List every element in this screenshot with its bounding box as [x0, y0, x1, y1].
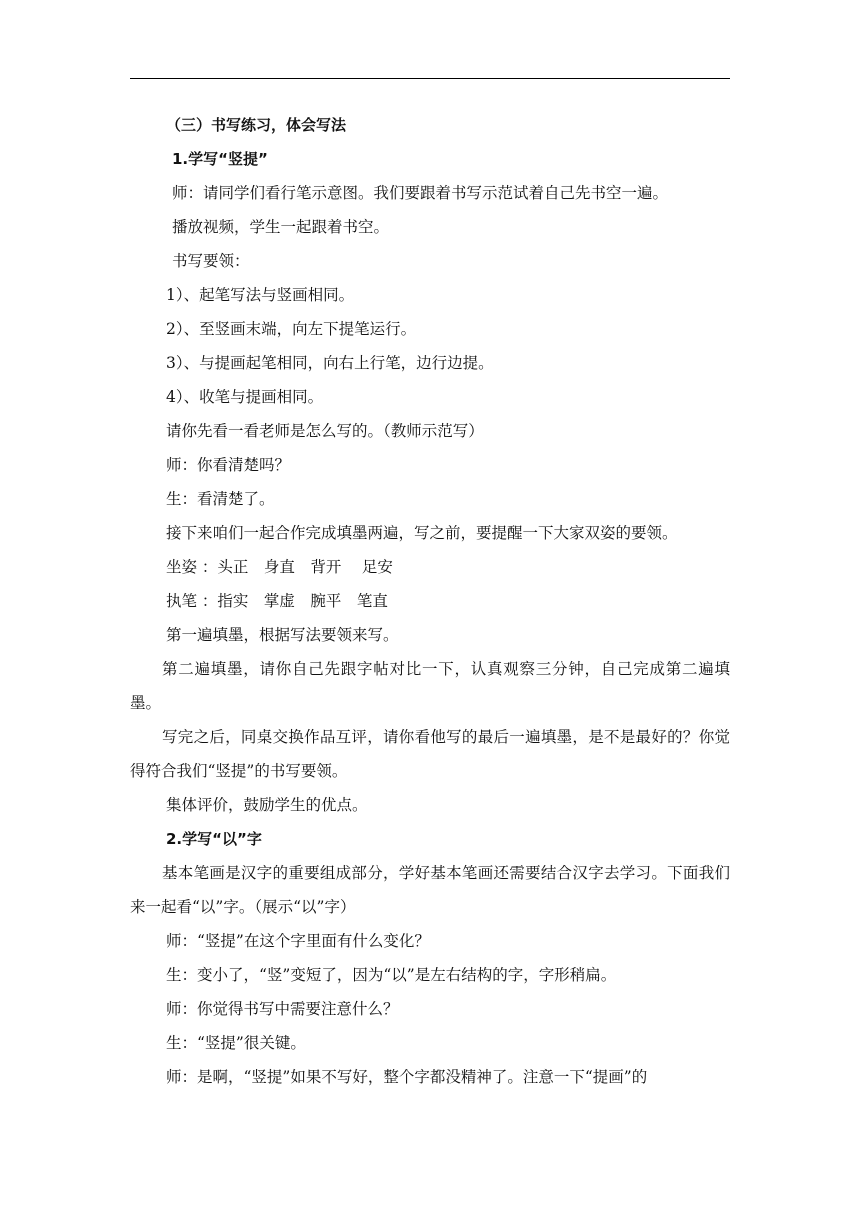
paragraph: 师：是啊，“竖提”如果不写好，整个字都没精神了。注意一下“提画”的 — [166, 1068, 648, 1086]
list-item: 3）、与提画起笔相同，向右上行笔，边行边提。 — [166, 354, 494, 372]
list-item: 2）、至竖画末端，向左下提笔运行。 — [166, 320, 417, 338]
subheading-2: 2.学写“以”字 — [166, 830, 262, 848]
subheading-1: 1.学写“竖提” — [172, 150, 268, 168]
paragraph: 第二遍填墨，请你自己先跟字帖对比一下，认真观察三分钟，自己完成第二遍填墨。 — [130, 660, 730, 712]
paragraph: 生：看清楚了。 — [166, 490, 275, 508]
paragraph: 生：变小了，“竖”变短了，因为“以”是左右结构的字，字形稍扁。 — [166, 966, 617, 984]
list-item: 1）、起笔写法与竖画相同。 — [166, 286, 355, 304]
paragraph: 书写要领： — [172, 252, 250, 270]
paragraph: 写完之后，同桌交换作品互评，请你看他写的最后一遍填墨，是不是最好的？你觉得符合我们“竖提”的书写要领。 — [130, 728, 730, 780]
paragraph: 师：你看清楚吗？ — [166, 456, 291, 474]
paragraph: 执笔 ：指实 掌虚 腕平 笔直 — [166, 592, 388, 610]
paragraph: 请你先看一看老师是怎么写的。（教师示范写） — [166, 422, 484, 440]
document-body — [130, 108, 730, 1094]
paragraph: 基本笔画是汉字的重要组成部分，学好基本笔画还需要结合汉字去学习。下面我们来一起看“以”字。（展示“以”字） — [130, 864, 730, 916]
paragraph: 第一遍填墨，根据写法要领来写。 — [166, 626, 399, 644]
header-rule — [130, 78, 730, 79]
paragraph: 集体评价，鼓励学生的优点。 — [166, 796, 368, 814]
section-heading: （三）书写练习，体会写法 — [166, 116, 347, 134]
paragraph: 师：“竖提”在这个字里面有什么变化？ — [166, 932, 430, 950]
paragraph: 师：请同学们看行笔示意图。我们要跟着书写示范试着自己先书空一遍。 — [172, 184, 669, 202]
paragraph: 师：你觉得书写中需要注意什么？ — [166, 1000, 399, 1018]
paragraph: 接下来咱们一起合作完成填墨两遍，写之前，要提醒一下大家双姿的要领。 — [166, 524, 678, 542]
paragraph: 坐姿 ：头正 身直 背开 足安 — [166, 558, 393, 576]
paragraph: 播放视频，学生一起跟着书空。 — [172, 218, 390, 236]
paragraph: 生：“竖提”很关键。 — [166, 1034, 306, 1052]
list-item: 4）、收笔与提画相同。 — [166, 388, 324, 406]
